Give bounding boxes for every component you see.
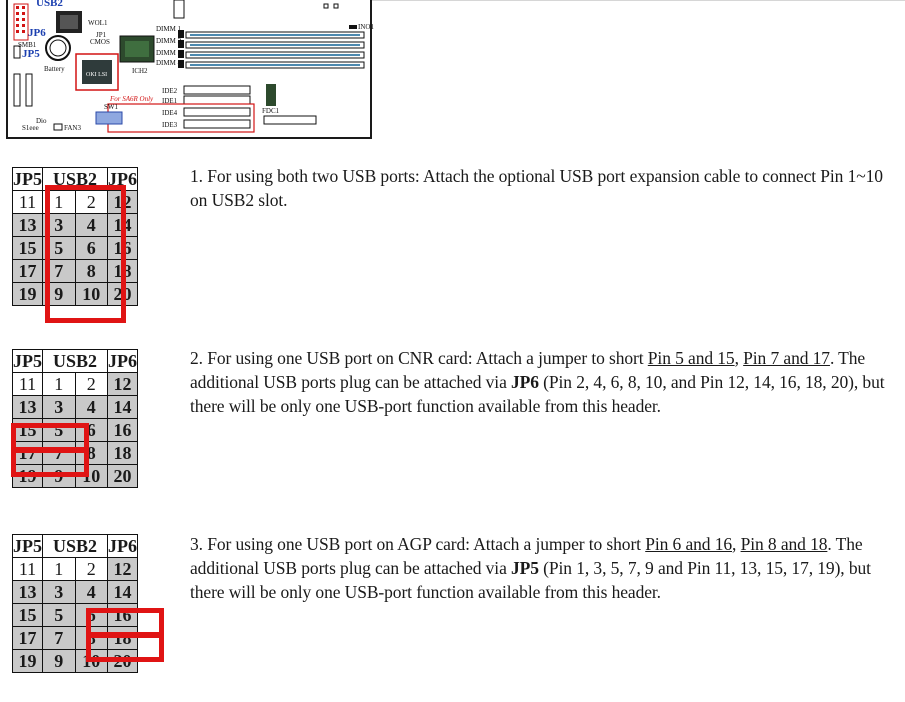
header-jp5: JP5 bbox=[13, 351, 42, 371]
pin-cell: 9 bbox=[43, 650, 76, 673]
pin-cell: 16 bbox=[108, 419, 138, 442]
pin-cell: 13 bbox=[13, 581, 43, 604]
pin-table-3 bbox=[12, 534, 138, 673]
description-2-mid: . The additional USB ports plug can be attached via bbox=[190, 348, 866, 392]
pin-cell: 13 bbox=[13, 396, 43, 419]
description-1-text: 1. For using both two USB ports: Attach the optional USB port expansion cable to connect Pin 1~10 on USB2 slot. bbox=[190, 166, 883, 210]
pin-cell: 10 bbox=[75, 465, 108, 488]
pin-cell: 11 bbox=[13, 373, 43, 396]
pin-cell: 11 bbox=[13, 558, 43, 581]
top-connector bbox=[174, 0, 184, 18]
ino1-connector bbox=[349, 25, 357, 29]
table-row bbox=[13, 260, 138, 283]
pin-cell: 3 bbox=[43, 581, 76, 604]
description-2-text: 2. For using one USB port on CNR card: Attach a jumper to short bbox=[190, 348, 648, 368]
label-chip: OKI LSI bbox=[86, 72, 108, 78]
sw1-switch bbox=[96, 112, 122, 124]
page-top-rule bbox=[368, 0, 905, 1]
pin-cell: 7 bbox=[43, 627, 76, 650]
pin-cell: 2 bbox=[75, 373, 108, 396]
pin-cell: 19 bbox=[13, 650, 43, 673]
header-jp6: JP6 bbox=[108, 169, 137, 189]
table-row bbox=[13, 627, 138, 650]
pin-5-15-ref: Pin 5 and 15 bbox=[647, 348, 735, 368]
label-jp5: JP5 bbox=[22, 48, 40, 60]
pin-cell: 11 bbox=[13, 191, 43, 214]
pin-cell: 18 bbox=[108, 627, 138, 650]
pin-cell: 5 bbox=[43, 237, 76, 260]
label-dio: Dio bbox=[36, 117, 47, 125]
pin-cell: 15 bbox=[13, 237, 43, 260]
label-s1eee: S1eee bbox=[22, 124, 39, 132]
label-battery: Battery bbox=[44, 65, 65, 73]
pin-cell: 12 bbox=[108, 373, 138, 396]
label-ino1: INO1 bbox=[358, 23, 374, 31]
pin-cell: 3 bbox=[43, 396, 76, 419]
label-ich2: ICH2 bbox=[132, 67, 148, 75]
pin-cell: 19 bbox=[13, 283, 43, 306]
description-3 bbox=[190, 532, 890, 604]
pin-cell: 17 bbox=[13, 627, 43, 650]
pin-cell: 1 bbox=[43, 191, 76, 214]
label-fdc1: FDC1 bbox=[262, 107, 280, 115]
table-row bbox=[13, 373, 138, 396]
table-row bbox=[13, 442, 138, 465]
header-jp5: JP5 bbox=[13, 169, 42, 189]
separator: , bbox=[732, 534, 741, 554]
pin-cell: 19 bbox=[13, 465, 43, 488]
pin-cell: 18 bbox=[108, 442, 138, 465]
pin-cell: 9 bbox=[43, 283, 76, 306]
label-dimm4: DIMM 4 bbox=[156, 59, 182, 67]
label-for-sa6r: For SA6R Only bbox=[110, 95, 154, 103]
table-row bbox=[13, 191, 138, 214]
header-usb2: USB2 bbox=[43, 168, 108, 191]
description-3-post: (Pin 1, 3, 5, 7, 9 and Pin 11, 13, 15, 17, 19), but there will be only one USB-port function available from this header. bbox=[190, 558, 871, 602]
pin-cell: 9 bbox=[43, 465, 76, 488]
label-jp1: JP1 bbox=[96, 31, 107, 39]
ide-connectors bbox=[184, 86, 316, 128]
description-1 bbox=[190, 164, 890, 212]
pin-cell: 17 bbox=[13, 442, 43, 465]
pin-7-17-ref: Pin 7 and 17 bbox=[743, 348, 830, 368]
label-dimm3: DIMM 3 bbox=[156, 49, 182, 57]
description-3-text: 3. For using one USB port on AGP card: Attach a jumper to short bbox=[190, 534, 646, 554]
header-jp5: JP5 bbox=[13, 536, 42, 556]
pin-cell: 16 bbox=[108, 604, 138, 627]
pin-cell: 8 bbox=[75, 627, 108, 650]
description-2 bbox=[190, 346, 890, 418]
pin-table-1 bbox=[12, 167, 138, 306]
pin-cell: 5 bbox=[43, 604, 76, 627]
jp5-ref: JP5 bbox=[511, 558, 539, 578]
description-3-mid: . The additional USB ports plug can be attached via bbox=[190, 534, 863, 578]
jp6-ref: JP6 bbox=[511, 372, 539, 392]
pin-cell: 10 bbox=[75, 283, 108, 306]
pin-8-18-ref: Pin 8 and 18 bbox=[740, 534, 828, 554]
label-cmos: CMOS bbox=[90, 38, 110, 46]
label-ide4: IDE4 bbox=[162, 109, 178, 117]
label-fan3: FAN3 bbox=[64, 124, 81, 132]
regulator-block bbox=[266, 84, 276, 106]
pin-6-16-ref: Pin 6 and 16 bbox=[645, 534, 733, 554]
pin-cell: 1 bbox=[43, 373, 76, 396]
pin-cell: 1 bbox=[43, 558, 76, 581]
label-sw1: SW1 bbox=[104, 103, 118, 111]
description-2-post: (Pin 2, 4, 6, 8, 10, and Pin 12, 14, 16, 18, 20), but there will be only one USB-port function available from this header. bbox=[190, 372, 885, 416]
table-row bbox=[13, 214, 138, 237]
pin-cell: 12 bbox=[108, 558, 138, 581]
label-ide1: IDE1 bbox=[162, 97, 178, 105]
pin-cell: 17 bbox=[13, 260, 43, 283]
left-connector-2 bbox=[26, 74, 32, 106]
motherboard-diagram bbox=[6, 0, 372, 139]
table-row bbox=[13, 465, 138, 488]
pin-cell: 8 bbox=[75, 442, 108, 465]
table-row bbox=[13, 650, 138, 673]
pin-cell: 8 bbox=[75, 260, 108, 283]
pin-cell: 6 bbox=[75, 237, 108, 260]
pin-cell: 4 bbox=[75, 214, 108, 237]
header-usb2: USB2 bbox=[43, 535, 108, 558]
header-usb2: USB2 bbox=[43, 350, 108, 373]
pin-cell: 6 bbox=[75, 604, 108, 627]
pin-cell: 7 bbox=[43, 442, 76, 465]
left-connector-1 bbox=[14, 74, 20, 106]
label-smb1: SMB1 bbox=[18, 41, 37, 49]
pin-cell: 5 bbox=[43, 419, 76, 442]
table-row bbox=[13, 581, 138, 604]
header-jp6: JP6 bbox=[108, 536, 137, 556]
pin-cell: 15 bbox=[13, 419, 43, 442]
pin-cell: 20 bbox=[108, 650, 138, 673]
pin-cell: 16 bbox=[108, 237, 138, 260]
table-row bbox=[13, 396, 138, 419]
label-ide2: IDE2 bbox=[162, 87, 178, 95]
pin-cell: 20 bbox=[108, 283, 138, 306]
pin-cell: 10 bbox=[75, 650, 108, 673]
pin-cell: 4 bbox=[75, 396, 108, 419]
separator: , bbox=[734, 348, 744, 368]
pin-table-2 bbox=[12, 349, 138, 488]
label-ide3: IDE3 bbox=[162, 121, 178, 129]
pin-cell: 3 bbox=[43, 214, 76, 237]
pin-cell: 4 bbox=[75, 581, 108, 604]
header-jp6: JP6 bbox=[108, 351, 137, 371]
table-row bbox=[13, 283, 138, 306]
pin-cell: 12 bbox=[108, 191, 138, 214]
pin-cell: 14 bbox=[108, 396, 138, 419]
pin-cell: 6 bbox=[75, 419, 108, 442]
pin-cell: 2 bbox=[75, 191, 108, 214]
label-dimm2: DIMM 2 bbox=[156, 37, 182, 45]
table-row bbox=[13, 419, 138, 442]
pin-cell: 15 bbox=[13, 604, 43, 627]
table-row bbox=[13, 558, 138, 581]
label-dimm1: DIMM 1 bbox=[156, 25, 182, 33]
pin-cell: 2 bbox=[75, 558, 108, 581]
pin-cell: 7 bbox=[43, 260, 76, 283]
label-jp6: JP6 bbox=[28, 27, 46, 39]
label-usb2: USB2 bbox=[36, 0, 63, 9]
pin-cell: 18 bbox=[108, 260, 138, 283]
label-wol1: WOL1 bbox=[88, 19, 108, 27]
pin-cell: 13 bbox=[13, 214, 43, 237]
pin-cell: 14 bbox=[108, 581, 138, 604]
table-row bbox=[13, 604, 138, 627]
table-row bbox=[13, 237, 138, 260]
usb2-header bbox=[14, 4, 28, 40]
pin-cell: 14 bbox=[108, 214, 138, 237]
pin-cell: 20 bbox=[108, 465, 138, 488]
dimm-slots bbox=[178, 30, 364, 68]
